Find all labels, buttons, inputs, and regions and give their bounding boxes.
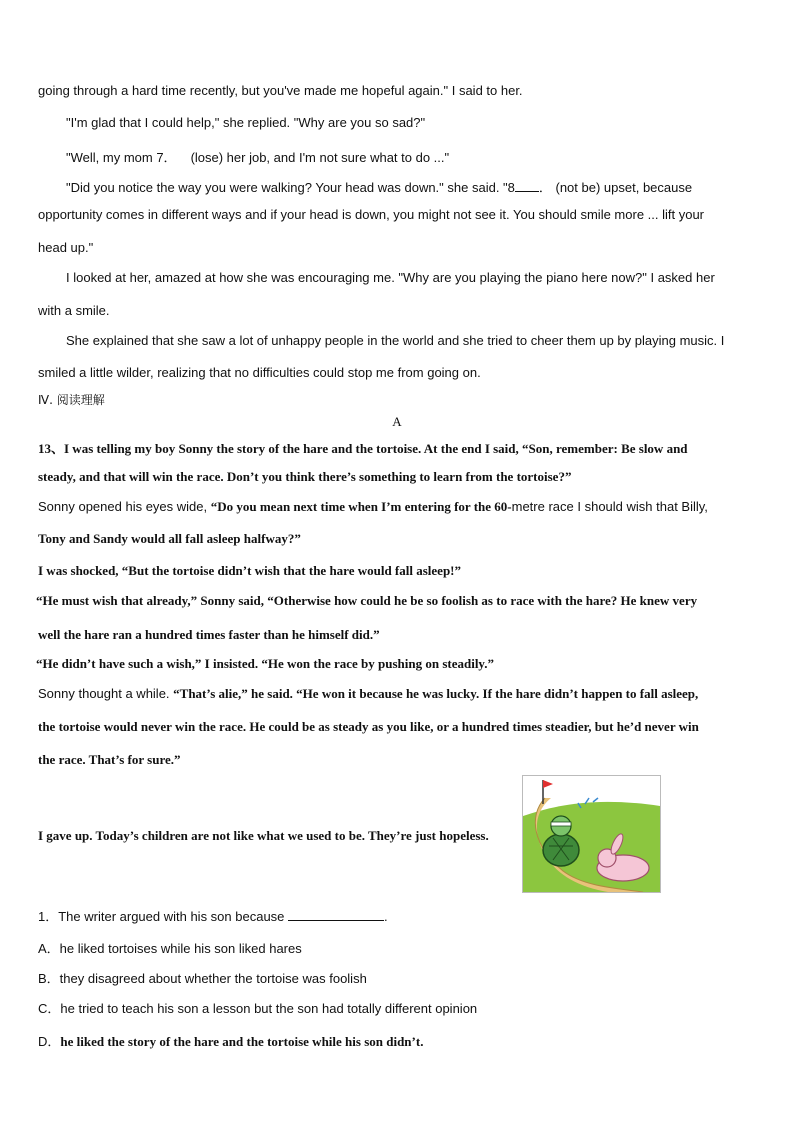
question-text: 1．The writer argued with his son because — [38, 909, 289, 924]
passage-line: "I'm glad that I could help," she replied. "Why are you so sad?" — [66, 115, 426, 130]
story-line — [38, 685, 698, 703]
hare-tortoise-picture — [522, 775, 661, 893]
passage-text: ． (not be) upset, because — [538, 180, 693, 195]
option-label: A． — [38, 941, 60, 956]
option-d[interactable] — [38, 1031, 423, 1051]
section-heading: Ⅳ. 阅读理解 — [38, 393, 105, 407]
option-text: they disagreed about whether the tortoise was foolish — [59, 971, 367, 986]
passage-line: with a smile. — [38, 303, 110, 318]
story-line: I gave up. Today’s children are not like what we used to be. They’re just hopeless. — [38, 828, 489, 843]
option-label: D． — [38, 1034, 61, 1049]
passage-text: "Did you notice the way you were walking? Your head was down." she said. "8 — [66, 180, 515, 195]
story-line: well the hare ran a hundred times faster than he himself did.” — [38, 627, 380, 642]
story-text: Sonny opened his eyes wide, — [38, 499, 211, 514]
story-text: metre race I should wish that Billy, — [511, 499, 708, 514]
story-line: Tony and Sandy would all fall asleep halfway?” — [38, 531, 301, 546]
story-line: 13、I was telling my boy Sonny the story of the hare and the tortoise. At the end I said, “Son, remember: Be slow and — [38, 441, 688, 456]
part-label: A — [392, 414, 402, 429]
passage-line: I looked at her, amazed at how she was encouraging me. "Why are you playing the piano here now?" I asked her — [66, 270, 715, 285]
story-line: the race. That’s for sure.” — [38, 752, 181, 767]
story-line: steady, and that will win the race. Don’t you think there’s something to learn from the tortoise?” — [38, 469, 572, 484]
question-stem — [38, 906, 388, 925]
story-text: Sonny thought a while. — [38, 686, 174, 701]
option-text: he tried to teach his son a lesson but the son had totally different opinion — [60, 1001, 478, 1016]
passage-line-blank-7 — [66, 147, 449, 166]
question-text: . — [384, 909, 388, 924]
passage-text: (lose) her job, and I'm not sure what to do ..." — [190, 150, 450, 165]
passage-line: head up." — [38, 240, 94, 255]
hare-and-tortoise-cartoon-icon — [523, 776, 660, 892]
option-a[interactable] — [38, 938, 302, 957]
option-b[interactable] — [38, 968, 367, 987]
story-line: “He must wish that already,” Sonny said, “Otherwise how could he be so foolish as to race with the hare? He knew very — [36, 593, 698, 608]
story-text: “That’s alie,” he said. “He won it because he was lucky. If the hare didn’t happen to fall asleep, — [173, 686, 699, 701]
option-text: he liked the story of the hare and the tortoise while his son didn’t. — [60, 1034, 424, 1049]
story-line — [38, 498, 708, 516]
option-c[interactable] — [38, 998, 477, 1017]
story-text: “Do you mean next time when I’m entering for the 60- — [210, 499, 512, 514]
option-text: he liked tortoises while his son liked hares — [59, 941, 302, 956]
answer-blank — [288, 909, 384, 921]
passage-line: smiled a little wilder, realizing that no difficulties could stop me from going on. — [38, 365, 481, 380]
story-line: the tortoise would never win the race. He could be as steady as you like, or a hundred times steadier, but he’d never win — [38, 719, 699, 734]
fill-in-blank — [515, 181, 539, 192]
passage-line: She explained that she saw a lot of unhappy people in the world and she tried to cheer them up by playing music. I — [66, 333, 725, 348]
passage-line: going through a hard time recently, but you've made me hopeful again." I said to her. — [38, 83, 523, 98]
passage-line-blank-8 — [66, 177, 692, 196]
option-label: B． — [38, 971, 60, 986]
passage-line: opportunity comes in different ways and if your head is down, you might not see it. You should smile more ... lift your — [38, 207, 705, 222]
story-line: “He didn’t have such a wish,” I insisted. “He won the race by pushing on steadily.” — [36, 656, 494, 671]
passage-text: "Well, my mom 7． — [66, 150, 177, 165]
option-label: C． — [38, 1001, 61, 1016]
story-line: I was shocked, “But the tortoise didn’t wish that the hare would fall asleep!” — [38, 563, 462, 578]
